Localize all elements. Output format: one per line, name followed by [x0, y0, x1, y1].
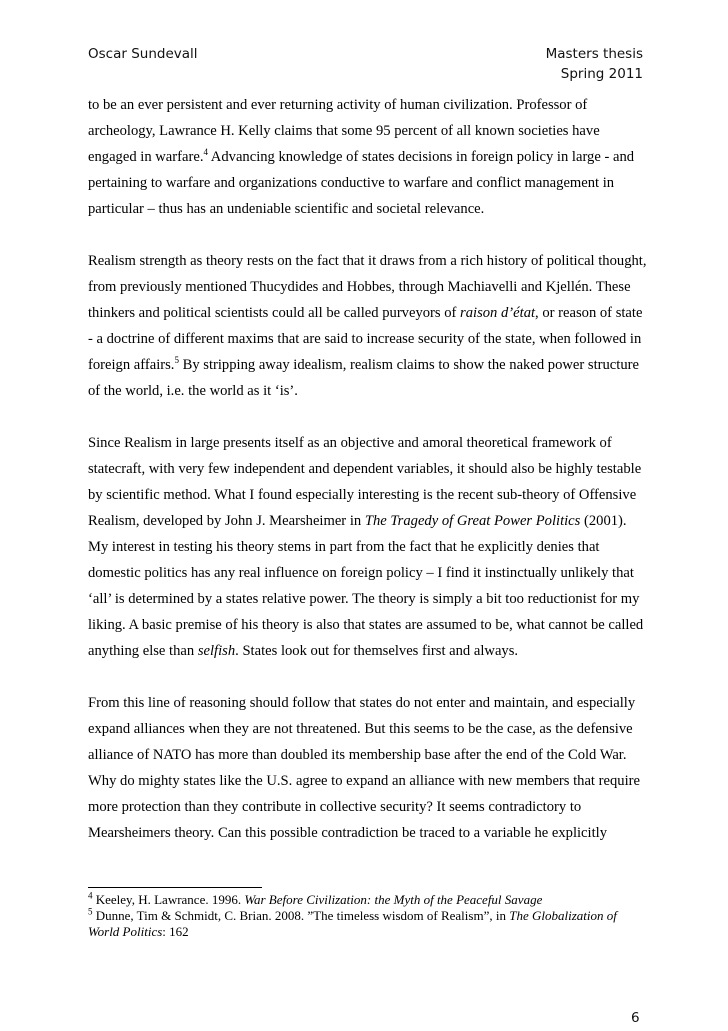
paragraph-2: Realism strength as theory rests on the fact that it draws from a rich history of political thought, from previously mentioned Thucydides and Hobbes, through Machiavelli and Kjellén. These thinkers and political scientists could all be called purveyors of raison d’état, or reason of state - a doctrine of different maxims that are said to increase security of the state, when followed in foreign affairs.$^5$ By stripping away idealism, realism claims to show the naked power structure of the world, i.e. the world as it ‘is’. [88, 253, 647, 399]
header-right [546, 44, 643, 84]
footnote-5: $^5$ Dunne, Tim & Schmidt, C. Brian. 2008. ”The timeless wisdom of Realism”, in The Globalization of World Politics: 162 [88, 906, 617, 939]
paragraph-1: to be an ever persistent and ever returning activity of human civilization. Professor of archeology, Lawrance H. Kelly claims that some 95 percent of all known societies have engaged in warfare.$^4$ Advancing knowledge of states decisions in foreign policy in large - and pertaining to warfare and organizations conductive to warfare and conflict management in particular – thus has an undeniable scientific and societal relevance. [88, 97, 635, 217]
header-doc-type: Masters thesis [545, 46, 643, 62]
body-text [88, 92, 648, 846]
paragraph-4: From this line of reasoning should follow that states do not enter and maintain, and especially expand alliances when they are not threatened. But this seems to be the case, as the defensive alliance of NATO has more than doubled its membership base after the end of the Cold War. Why do mighty states like the U.S. agree to expand an alliance with new members that require more protection than they contribute in collective security? It seems contradictory to Mearsheimers theory. Can this possible contradiction be traced to a variable he explicitly [88, 695, 640, 841]
footnote-ref-4: 4 [203, 147, 208, 158]
header-term: Spring 2011 [560, 66, 643, 82]
footnote-separator [88, 887, 262, 888]
footnote-4: $^4$ Keeley, H. Lawrance. 1996. War Before Civilization: the Myth of the Peaceful Savage [88, 890, 543, 907]
page-number: 6 [631, 1010, 640, 1026]
header-author: Oscar Sundevall [88, 46, 198, 62]
paragraph-3: Since Realism in large presents itself as an objective and amoral theoretical framework of statecraft, with very few independent and dependent variables, it should also be highly testable by scientific method. What I found especially interesting is the recent sub-theory of Offensive Realism, developed by John J. Mearsheimer in The Tragedy of Great Power Politics (2001). My interest in testing his theory stems in part from the fact that he explicitly denies that domestic politics has any real influence on foreign policy – I find it instinctually unlikely that ‘all’ is determined by a states relative power. The theory is simply a bit too reductionist for my liking. A basic premise of his theory is also that states are assumed to be, what cannot be called anything else than selfish. States look out for themselves first and always. [88, 435, 644, 659]
footnote-ref-5: 5 [174, 355, 179, 366]
footnotes [88, 892, 648, 940]
